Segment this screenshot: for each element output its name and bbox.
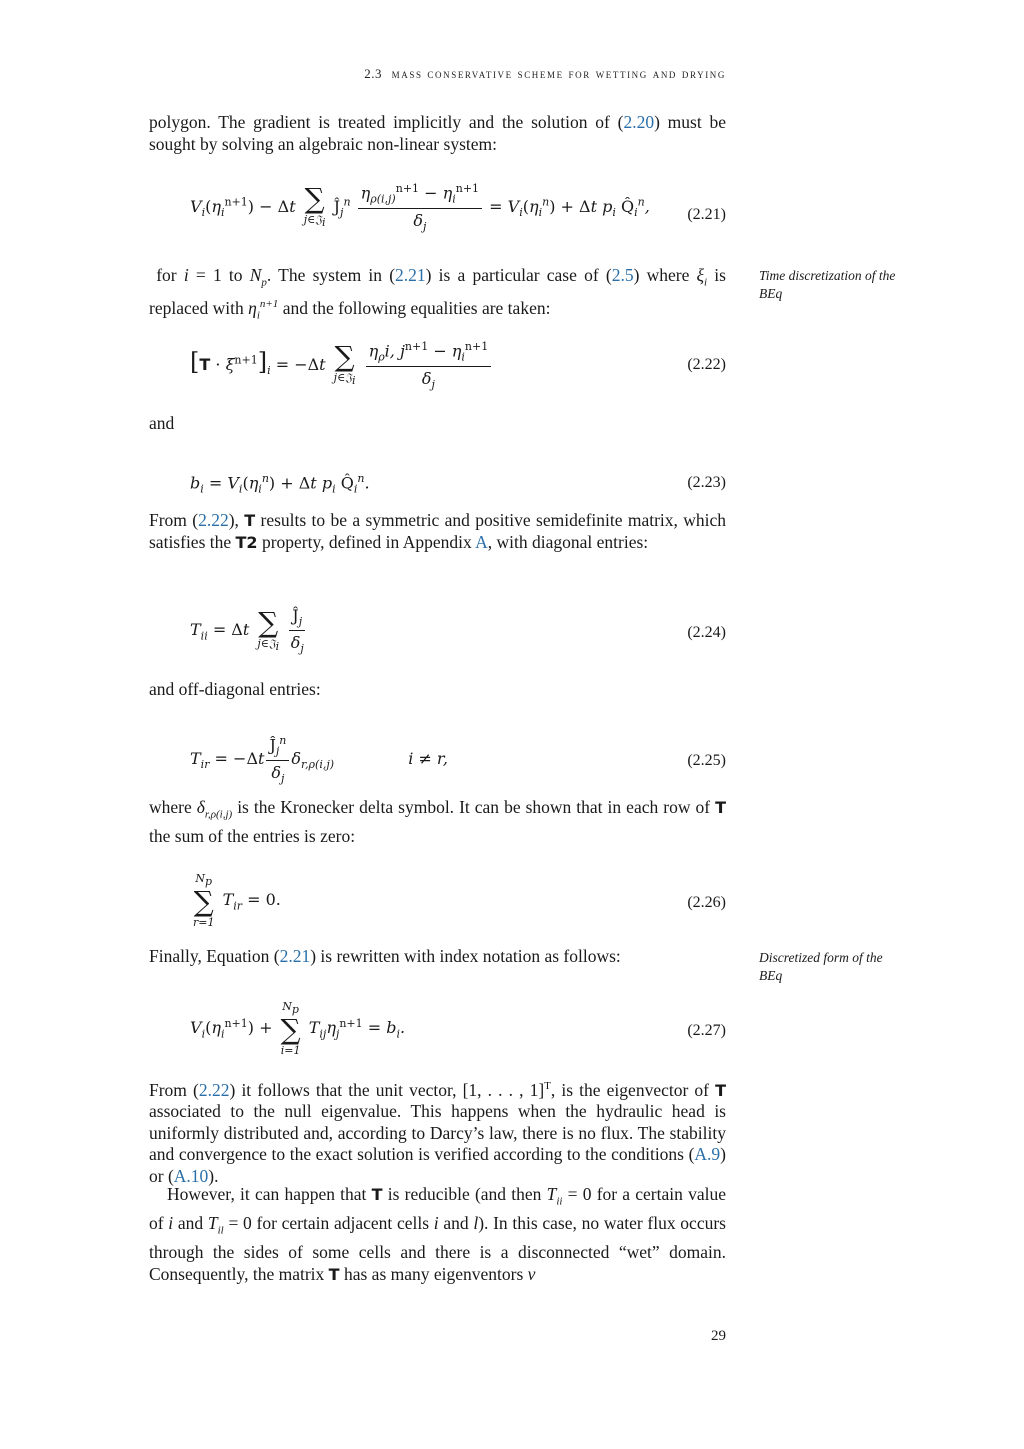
equation-number: (2.22) — [687, 356, 726, 373]
equation-number: (2.23) — [687, 474, 726, 491]
paragraph-eigenvector: From (2.22) it follows that the unit vector, [1, . . . , 1]$^T$, is the eigenvector of T associated to the null eigenvalue. This happens when the hydraulic head is uniformly distributed and, according to Darcy’s law, there is no flux. The stability and convergence to the exact solution is verified according to the conditions (A.9) or (A.10). — [149, 1079, 727, 1186]
equation-2-27: $V_i(\eta_i^{n+1})$ + $N_p$ ∑ i=1 $T_{ij}\eta_j^{n+1} = b_i$. (2.27) — [190, 1000, 726, 1058]
paragraph-reducible: However, it can happen that T is reducible (and then $T_{ii} = 0$ for a certain value of i and $T_{il} = 0$ for certain adjacent cells i and l). In this case, no water flux occurs through the sides of some cells and there is a disconnected “wet” domain. Consequently, the matrix T has as many eigenventors v⃗ — [149, 1184, 726, 1284]
equation-number: (2.25) — [687, 752, 726, 769]
paragraph-intro: polygon. The gradient is treated implicitly and the solution of (2.20) must be sought by solving an algebraic non-linear system: — [149, 112, 726, 154]
running-head — [149, 66, 726, 82]
equation-2-22: $[T \cdot \xi^{n+1}]_i = -\Delta t$ ∑ j∈𝔍$_i$ $\frac{\eta_\rho i, j^{n+1} - \eta_i^{n+1}}{\delta_j}$ (2.22) — [190, 340, 726, 391]
equation-2-26: $N_p$ ∑ r=1 $T_{ir} = 0$. (2.26) — [193, 872, 726, 930]
equation-2-25: $T_{ir} = -\Delta t$ $\frac{Ĵ_j^n}{\delta_j}$ $\delta_{r,\rho(i,j)}$ i ≠ r, (2.25) — [190, 734, 726, 785]
equation-number: (2.21) — [687, 206, 726, 223]
ref-2-21[interactable]: 2.21 — [395, 265, 426, 285]
ref-2-22[interactable]: 2.22 — [198, 1079, 230, 1100]
ref-appendix-a[interactable]: A — [475, 531, 488, 552]
paragraph-and: and — [149, 413, 175, 433]
ref-2-21[interactable]: 2.21 — [279, 946, 311, 966]
ref-2-5[interactable]: 2.5 — [611, 265, 634, 285]
equation-number: (2.24) — [687, 624, 726, 641]
equation-number: (2.27) — [687, 1022, 726, 1039]
ref-2-20[interactable]: 2.20 — [623, 112, 655, 132]
equation-2-21: $V_i(\eta_i^{n+1}) - \Delta t$ ∑ j∈𝔍$_i$ $Ĵ_j^n$ $\frac{\eta_{\rho(i,j)}^{n+1} - \eta_i^{n+1}}{\delta_j}$ = $V_i(\eta_i^n) + \Delta t$ $p_i$ $Q̂_i^n$, (2.21) — [190, 182, 726, 233]
ref-2-22[interactable]: 2.22 — [198, 510, 229, 530]
page-number: 29 — [711, 1328, 726, 1344]
paragraph-index-notation: Finally, Equation (2.21) is rewritten with index notation as follows: — [149, 946, 621, 966]
equation-number: (2.26) — [687, 894, 726, 911]
margin-note-discretized-form: Discretized form of the BEq — [759, 950, 883, 983]
ref-a-10[interactable]: A.10 — [173, 1165, 209, 1186]
paragraph-off-diagonal: and off-diagonal entries: — [149, 679, 321, 699]
paragraph-symmetric: From (2.22), T results to be a symmetric and positive semidefinite matrix, which satisfies the T2 property, defined in Appendix A, with diagonal entries: — [149, 510, 727, 552]
section-number: 2.3 — [364, 66, 382, 81]
equation-2-23: $b_i = V_i(\eta_i^n) + \Delta t$ $p_i$ $Q̂_i^n$. (2.23) — [190, 472, 726, 496]
equation-2-24: $T_{ii} = \Delta t$ ∑ j∈𝔍$_i$ $\frac{Ĵ_j}{\delta_j}$ (2.24) — [190, 605, 726, 656]
paragraph-system: for i = 1 to $N_p$. The system in (2.21) is a particular case of (2.5) where $\xi_i$ is replaced with $\eta_i^{n+1}$ and the following equalities are taken: — [149, 265, 726, 322]
margin-note-time-discretization: Time discretization of the BEq — [759, 268, 896, 301]
ref-a-9[interactable]: A.9 — [694, 1144, 721, 1165]
section-title: mass conservative scheme for wetting and drying — [391, 66, 726, 81]
paragraph-kronecker: where $\delta_{r,\rho(i,j)}$ is the Kronecker delta symbol. It can be shown that in each row of T the sum of the entries is zero: — [149, 797, 726, 846]
